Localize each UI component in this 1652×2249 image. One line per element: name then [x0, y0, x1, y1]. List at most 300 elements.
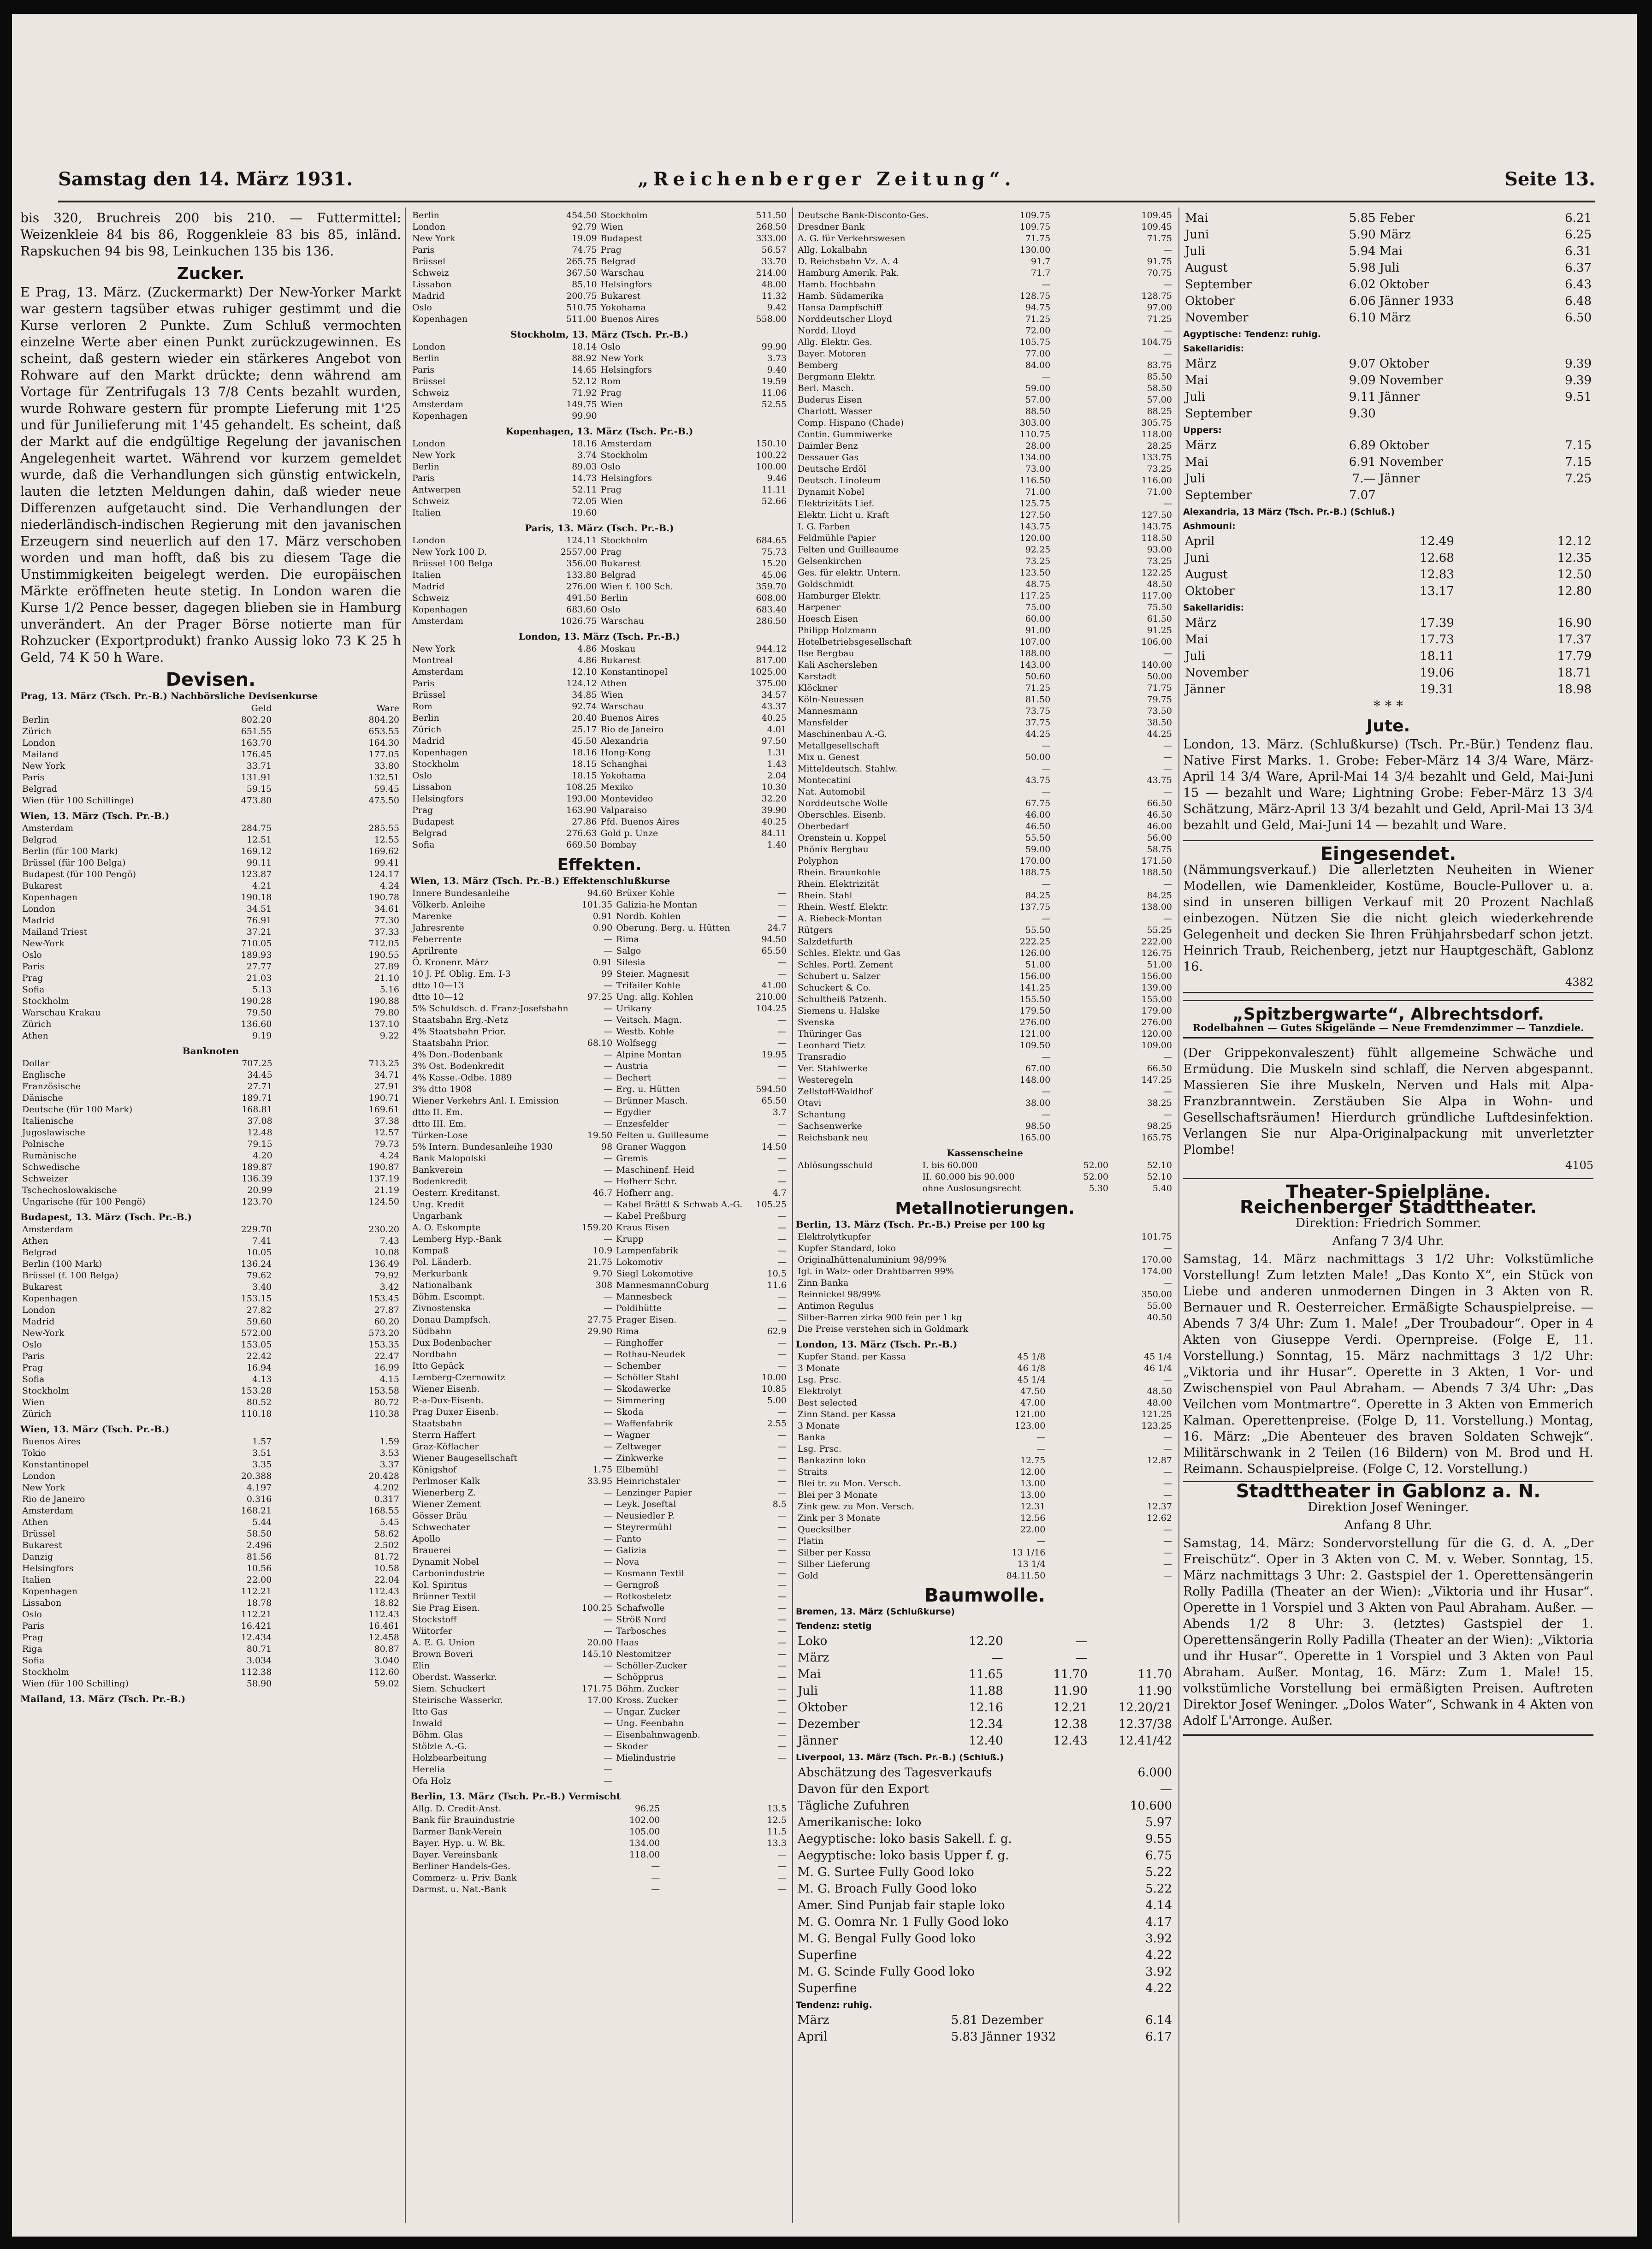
- row-label: Deutsche (für 100 Mark): [22, 1104, 133, 1115]
- column-header-geld: Geld: [251, 703, 272, 713]
- row-value: 268.50: [756, 222, 787, 232]
- row-value: —: [604, 1199, 613, 1210]
- row-value: —: [1042, 879, 1051, 889]
- table-row: [1183, 309, 1593, 326]
- row-value: 27.82: [246, 1305, 272, 1315]
- row-value: 190.28: [241, 996, 272, 1006]
- row-label: Schweiz: [412, 593, 449, 603]
- row-value: Bukarest: [600, 291, 641, 301]
- row-label: Allg. Elektr. Ges.: [798, 337, 872, 347]
- row-value: 4.22: [1145, 1982, 1172, 1995]
- table-row: [796, 498, 1174, 510]
- row-value: —: [1163, 648, 1172, 659]
- row-value: Dezember: [981, 2013, 1044, 2027]
- row-value: 47.00: [1020, 1398, 1046, 1408]
- row-value: 4.01: [767, 724, 787, 735]
- row-label: Buderus Eisen: [798, 395, 862, 405]
- row-value: 9.19: [252, 1031, 272, 1041]
- table-row: [796, 636, 1174, 648]
- table-row: [796, 1254, 1174, 1266]
- row-label: 3 Monate: [798, 1363, 840, 1373]
- table-row: [410, 1303, 788, 1314]
- row-label: Jahresrente: [412, 923, 464, 933]
- table-row: [410, 1775, 788, 1787]
- row-value: 136.39: [242, 1174, 272, 1184]
- row-value: Trifailer Kohle: [616, 980, 681, 991]
- row-value: 92.74: [572, 701, 597, 712]
- row-value: 12.37: [1147, 1501, 1172, 1512]
- row-label: Amer. Sind Punjab fair staple loko: [798, 1899, 1005, 1912]
- row-label: Schubert u. Salzer: [798, 971, 881, 981]
- row-value: —: [778, 1545, 787, 1555]
- row-label: Schweizer: [22, 1174, 68, 1184]
- table-row: [20, 1139, 401, 1150]
- row-label: Bukarest: [22, 881, 62, 891]
- row-value: 11.65: [969, 1667, 1003, 1681]
- row-value: 802.20: [241, 715, 272, 725]
- row-value: 58.62: [374, 1529, 399, 1539]
- row-value: —: [778, 1234, 787, 1244]
- row-value: 76.91: [246, 915, 272, 926]
- row-value: 308: [595, 1280, 613, 1290]
- row-value: 10.56: [246, 1563, 272, 1573]
- table-row: [796, 1513, 1174, 1524]
- row-value: 12.34: [969, 1717, 1003, 1731]
- row-value: 454.50: [566, 210, 597, 220]
- table-row: [796, 994, 1174, 1005]
- row-value: —: [604, 1361, 613, 1371]
- row-value: 91.75: [1147, 256, 1172, 267]
- row-label: Jänner: [1185, 682, 1226, 696]
- row-value: 38.25: [1147, 1098, 1172, 1108]
- row-value: —: [604, 1003, 613, 1014]
- table-row: [20, 1224, 401, 1235]
- row-value: —: [778, 1073, 787, 1083]
- table-row: [1183, 260, 1593, 276]
- table-row: [796, 625, 1174, 636]
- row-value: [614, 1775, 744, 1787]
- row-label: Mai: [1185, 374, 1208, 387]
- row-label: Dynamit Nobel: [412, 1557, 479, 1567]
- row-value: I. bis 60.000: [922, 1160, 978, 1170]
- table-row: [796, 1420, 1174, 1432]
- table-row: [20, 984, 401, 996]
- table-row: [796, 1501, 1174, 1513]
- row-value: —: [604, 1707, 613, 1717]
- row-value: 46.00: [1147, 821, 1172, 831]
- table-row: [410, 911, 788, 922]
- table-row: [410, 399, 788, 410]
- row-value: 70.75: [1147, 268, 1172, 278]
- row-label: Brüssel (für 100 Belga): [22, 858, 126, 868]
- row-label: Montecatini: [798, 775, 852, 785]
- table-row: [796, 1183, 1174, 1194]
- row-value: 112.60: [368, 1667, 399, 1677]
- alpa-ad-text: (Der Grippekonvaleszent) fühlt allgemeine Schwäche und Ermüdung. Die Muskeln sind schlaff, die Nerven abgespannt. Massieren Sie ihre Muskeln, Nerven und Hals mit Alpa-Franzbranntwein. Zerstäuben Sie Alpa in Wohn- und Gesellschaftsräumen! Hierdurch gründliche Luftdesinfektion. Verlangen Sie nur Alpa-Originalpackung mit unverletzter Plombe!: [1183, 1046, 1593, 1157]
- row-value: —: [778, 1695, 787, 1705]
- row-value: 163.70: [241, 738, 272, 748]
- table-row: [410, 1061, 788, 1072]
- row-value: [1534, 487, 1593, 504]
- row-value: Tarbosches: [616, 1626, 667, 1636]
- row-label: Allg. Lokalbahn: [798, 245, 868, 255]
- stockholm-table: [410, 341, 788, 422]
- bremen-tendenz: Tendenz: stetig: [796, 1621, 872, 1631]
- row-value: 59.00: [1025, 844, 1051, 855]
- row-value: 6.48: [1565, 294, 1592, 308]
- table-row: [20, 1116, 401, 1127]
- row-label: Englische: [22, 1070, 66, 1080]
- row-value: Neusiedler P.: [616, 1511, 675, 1521]
- row-value: [970, 1266, 1110, 1277]
- row-value: 51.00: [1147, 960, 1172, 970]
- table-row: [796, 936, 1174, 948]
- row-value: 11.90: [1137, 1684, 1172, 1698]
- row-label: März: [1185, 357, 1217, 371]
- row-value: 147.25: [1141, 1075, 1172, 1085]
- table-row: [410, 770, 788, 782]
- row-label: Rütgers: [798, 925, 833, 935]
- table-row: [410, 535, 788, 546]
- row-value: 169.62: [368, 846, 399, 856]
- table-row: [796, 1764, 1174, 1781]
- mailand-heading: Mailand, 13. März (Tsch. Pr.-B.): [20, 1693, 186, 1704]
- row-value: Mai: [1379, 244, 1403, 258]
- table-row: [20, 903, 401, 915]
- newspaper-page: [12, 14, 1637, 2237]
- row-label: P.-a-Dux-Eisenb.: [412, 1395, 484, 1406]
- table-row: [1183, 243, 1593, 260]
- row-value: —: [778, 1614, 787, 1625]
- row-value: 27.71: [247, 1081, 272, 1092]
- row-label: Apollo: [412, 1534, 440, 1544]
- row-value: 38.50: [1147, 718, 1172, 728]
- row-value: 7.25: [1565, 472, 1592, 486]
- row-value: Ungar. Zucker: [616, 1707, 680, 1717]
- table-row: [20, 1235, 401, 1247]
- table-row: [410, 782, 788, 793]
- row-value: 27.89: [374, 961, 399, 972]
- row-value: 140.00: [1141, 660, 1172, 670]
- row-label: Brüssel 100 Belga: [412, 558, 493, 569]
- row-value: —: [778, 1534, 787, 1544]
- row-label: Lsg. Prsc.: [798, 1375, 841, 1385]
- row-value: 46.00: [1025, 810, 1051, 820]
- table-row: [20, 1339, 401, 1351]
- row-value: 33.70: [761, 256, 787, 267]
- row-value: —: [651, 1884, 660, 1894]
- row-value: 189.93: [241, 950, 272, 960]
- row-value: 75.73: [761, 547, 787, 557]
- table-row: [20, 1678, 401, 1690]
- row-value: 121.00: [1019, 1029, 1051, 1039]
- row-label: Loko: [798, 1634, 828, 1648]
- row-label: Hamb. Südamerika: [798, 291, 884, 301]
- row-label: Mai: [798, 1667, 821, 1681]
- row-value: —: [1163, 1110, 1172, 1120]
- row-value: 3.74: [577, 450, 597, 460]
- row-value: 572.00: [241, 1328, 272, 1338]
- row-value: 124.17: [368, 869, 399, 879]
- row-value: —: [778, 1222, 787, 1233]
- row-value: 168.21: [241, 1506, 272, 1516]
- row-value: —: [778, 1707, 787, 1717]
- row-label: Juli: [1185, 244, 1205, 258]
- row-value: 12.83: [1420, 568, 1454, 582]
- table-row: [796, 521, 1174, 533]
- table-row: [410, 1849, 788, 1861]
- row-value: —: [604, 1061, 613, 1071]
- row-value: 284.75: [241, 823, 272, 833]
- table-row: [796, 1432, 1174, 1443]
- row-value: 58.50: [246, 1529, 272, 1539]
- table-row: [20, 973, 401, 984]
- row-value: —: [604, 1176, 613, 1187]
- row-value: —: [1163, 1243, 1172, 1253]
- table-row: [796, 579, 1174, 590]
- row-value: —: [778, 1165, 787, 1175]
- row-value: 6.89: [1349, 439, 1376, 452]
- row-label: Itto Gepäck: [412, 1361, 464, 1371]
- row-value: —: [604, 1661, 613, 1671]
- table-row: [796, 890, 1174, 902]
- table-row: [410, 1430, 788, 1441]
- table-row: [410, 1291, 788, 1303]
- table-row: [796, 2012, 1174, 2029]
- row-label: Innere Bundesanleihe: [412, 888, 510, 898]
- table-row: [410, 678, 788, 689]
- table-row: [1183, 389, 1593, 405]
- row-label: Warschau Krakau: [22, 1008, 101, 1018]
- row-value: 475.50: [368, 795, 399, 806]
- row-value: 24.7: [767, 923, 787, 933]
- row-value: —: [604, 1764, 613, 1774]
- row-value: 7.41: [252, 1236, 272, 1246]
- table-row: [410, 484, 788, 496]
- row-label: London: [22, 1305, 56, 1315]
- row-value: 100.22: [756, 450, 787, 460]
- stadttheater-gablonz-start: Anfang 8 Uhr.: [1344, 1518, 1433, 1532]
- row-value: 99.90: [761, 342, 787, 352]
- row-value: —: [1042, 787, 1051, 797]
- london-heading: London, 13. März (Tsch. Pr.-B.): [518, 631, 681, 642]
- row-value: Rotkosteletz: [616, 1591, 672, 1602]
- row-value: —: [778, 1246, 787, 1256]
- row-value: 79.15: [247, 1139, 272, 1149]
- row-label: Lemberg Hyp.-Bank: [412, 1234, 502, 1244]
- row-value: 110.75: [1019, 429, 1051, 439]
- row-value: 37.08: [247, 1116, 272, 1126]
- row-value: 56.57: [761, 245, 787, 255]
- row-value: 41.00: [761, 980, 787, 991]
- row-value: 97.00: [1147, 303, 1172, 313]
- row-value: —: [604, 1372, 613, 1383]
- row-label: Stockholm: [412, 759, 460, 769]
- metall-heading: Berlin, 13. März (Tsch. Pr.-B.) Preise per 100 kg: [796, 1219, 1045, 1230]
- row-label: Hoesch Eisen: [798, 614, 859, 624]
- table-row: [796, 1831, 1174, 1847]
- alpa-ad-number: 4105: [1565, 1159, 1593, 1172]
- row-value: [614, 1764, 744, 1775]
- table-row: [796, 659, 1174, 671]
- row-value: 12.62: [1147, 1513, 1172, 1523]
- row-label: Brüssel: [412, 690, 446, 700]
- row-label: Berlin: [22, 715, 49, 725]
- row-value: —: [604, 1580, 613, 1590]
- row-value: 11.11: [761, 485, 787, 495]
- kurse-table-top: [410, 210, 788, 325]
- row-value: 10.08: [374, 1247, 399, 1258]
- row-value: 39.90: [761, 805, 787, 815]
- row-label: Brüssel (f. 100 Belga): [22, 1270, 118, 1281]
- row-label: Berlin: [412, 210, 439, 220]
- row-label: Zinn Stand. per Kassa: [798, 1409, 896, 1419]
- row-value: 105.00: [629, 1827, 660, 1837]
- row-label: Ungarische (für 100 Pengö): [22, 1197, 146, 1207]
- row-value: —: [604, 1407, 613, 1417]
- row-value: Athen: [600, 678, 627, 688]
- row-label: 10 J. Pf. Oblig. Em. I-3: [412, 969, 511, 979]
- row-value: Kabel Brättl & Schwab A.-G.: [616, 1199, 743, 1210]
- row-label: Prag: [22, 1363, 43, 1373]
- row-label: Prag: [22, 973, 43, 983]
- row-label: Staatsbahn Prior.: [412, 1038, 490, 1048]
- eingesendet-title: Eingesendet.: [1320, 843, 1457, 865]
- row-value: 125.75: [1019, 498, 1051, 509]
- table-row: [796, 1964, 1174, 1980]
- row-label: Nationalbank: [412, 1280, 472, 1290]
- row-value: 4.7: [772, 1188, 787, 1198]
- row-value: 60.00: [1025, 614, 1051, 624]
- row-label: Völkerb. Anleihe: [412, 900, 486, 910]
- row-value: 12.10: [572, 667, 597, 677]
- row-label: Madrid: [412, 736, 445, 746]
- table-row: [796, 1781, 1174, 1798]
- liverpool-termin-table: [796, 2012, 1174, 2045]
- row-value: 18.14: [572, 342, 597, 352]
- row-value: —: [778, 1730, 787, 1740]
- row-value: 40.25: [761, 817, 787, 827]
- row-value: —: [604, 1050, 613, 1060]
- table-row: [410, 1015, 788, 1026]
- section-title-jute: Jute.: [1366, 717, 1410, 736]
- row-label: London: [412, 342, 446, 352]
- row-label: Lsg. Prsc.: [798, 1444, 841, 1454]
- table-row: [796, 959, 1174, 971]
- row-value: [970, 1254, 1110, 1266]
- row-value: 150.10: [756, 439, 787, 449]
- row-label: New York 100 D.: [412, 547, 487, 557]
- table-row: [1183, 631, 1593, 648]
- row-value: 14.73: [572, 473, 597, 483]
- row-label: Best selected: [798, 1398, 857, 1408]
- row-value: 120.00: [1019, 533, 1051, 543]
- table-row: [796, 832, 1174, 844]
- row-label: Allg. D. Credit-Anst.: [412, 1804, 502, 1814]
- row-value: Schöller-Zucker: [616, 1661, 687, 1671]
- row-value: 34.45: [247, 1070, 272, 1080]
- row-value: 27.75: [587, 1315, 613, 1325]
- row-value: 52.00: [1083, 1160, 1108, 1170]
- row-value: Urikany: [616, 1003, 652, 1014]
- table-row: [796, 671, 1174, 682]
- row-value: 9.39: [1565, 374, 1592, 387]
- row-label: Transradio: [798, 1052, 847, 1062]
- row-value: 12.20/21: [1118, 1701, 1172, 1715]
- row-value: 4.20: [253, 1151, 272, 1161]
- row-value: 22.04: [374, 1575, 399, 1585]
- row-label: Paris: [412, 678, 435, 688]
- row-value: 98.25: [1147, 1121, 1172, 1131]
- row-value: 707.25: [242, 1058, 272, 1068]
- row-value: Wien f. 100 Sch.: [600, 582, 674, 592]
- row-value: Ung. Feenbahn: [616, 1718, 684, 1728]
- row-value: 20.99: [247, 1185, 272, 1195]
- row-label: Zürich: [22, 726, 52, 736]
- table-row: [410, 256, 788, 267]
- row-value: 4.15: [379, 1374, 399, 1384]
- row-value: Wien: [600, 222, 623, 232]
- budapest-heading: Budapest, 13. März (Tsch. Pr.-B.): [20, 1211, 192, 1222]
- row-value: Helsingfors: [600, 365, 652, 375]
- row-label: Zürich: [412, 724, 442, 735]
- row-label: Sie Prag Eisen.: [412, 1603, 480, 1613]
- eingesendet-number: 4382: [1565, 976, 1593, 989]
- row-value: 9.40: [767, 365, 787, 375]
- row-label: Elektrolyt: [798, 1386, 842, 1396]
- row-value: 0.316: [246, 1494, 272, 1504]
- row-label: Reinnickel 98/99%: [798, 1289, 881, 1300]
- table-row: [410, 1199, 788, 1211]
- section-title-baumwolle: Baumwolle.: [924, 1585, 1045, 1606]
- row-value: 21.75: [587, 1257, 613, 1267]
- row-label: Aegyptische: loko basis Sakell. f. g.: [798, 1832, 1012, 1846]
- row-label: Oslo: [22, 1340, 42, 1350]
- table-row: [20, 772, 401, 783]
- row-label: Leonhard Tietz: [798, 1040, 865, 1050]
- row-value: 34.57: [761, 690, 787, 700]
- row-label: Ö. Kronenr. März: [412, 957, 489, 967]
- row-label: Sachsenwerke: [798, 1121, 862, 1131]
- table-row: [410, 945, 788, 957]
- row-value: 91.00: [1025, 625, 1051, 635]
- row-value: Konstantinopel: [600, 667, 668, 677]
- column-3: [796, 210, 1174, 2045]
- row-value: 558.00: [756, 314, 787, 324]
- row-value: 1.31: [767, 748, 787, 758]
- row-label: Oesterr. Kreditanst.: [412, 1188, 500, 1198]
- row-value: Egydier: [616, 1107, 651, 1117]
- table-row: [796, 1699, 1174, 1716]
- row-value: 171.75: [581, 1684, 613, 1694]
- row-value: 155.50: [1019, 994, 1051, 1004]
- table-row: [410, 839, 788, 851]
- row-label: Kopenhagen: [22, 1586, 77, 1596]
- row-label: Belgrad: [22, 784, 58, 794]
- row-value: —: [604, 1395, 613, 1406]
- row-value: 4.22: [1145, 1948, 1172, 1962]
- row-value: 130.00: [1019, 245, 1051, 255]
- row-label: Quecksilber: [798, 1525, 851, 1535]
- row-label: Rio de Janeiro: [22, 1494, 85, 1504]
- row-value: 118.00: [629, 1850, 660, 1860]
- row-value: 5.90: [1349, 228, 1376, 242]
- row-label: Norddeutscher Lloyd: [798, 314, 892, 324]
- table-row: [410, 1499, 788, 1510]
- table-row: [20, 1574, 401, 1586]
- table-row: [410, 1164, 788, 1176]
- row-value: Gremis: [616, 1153, 648, 1163]
